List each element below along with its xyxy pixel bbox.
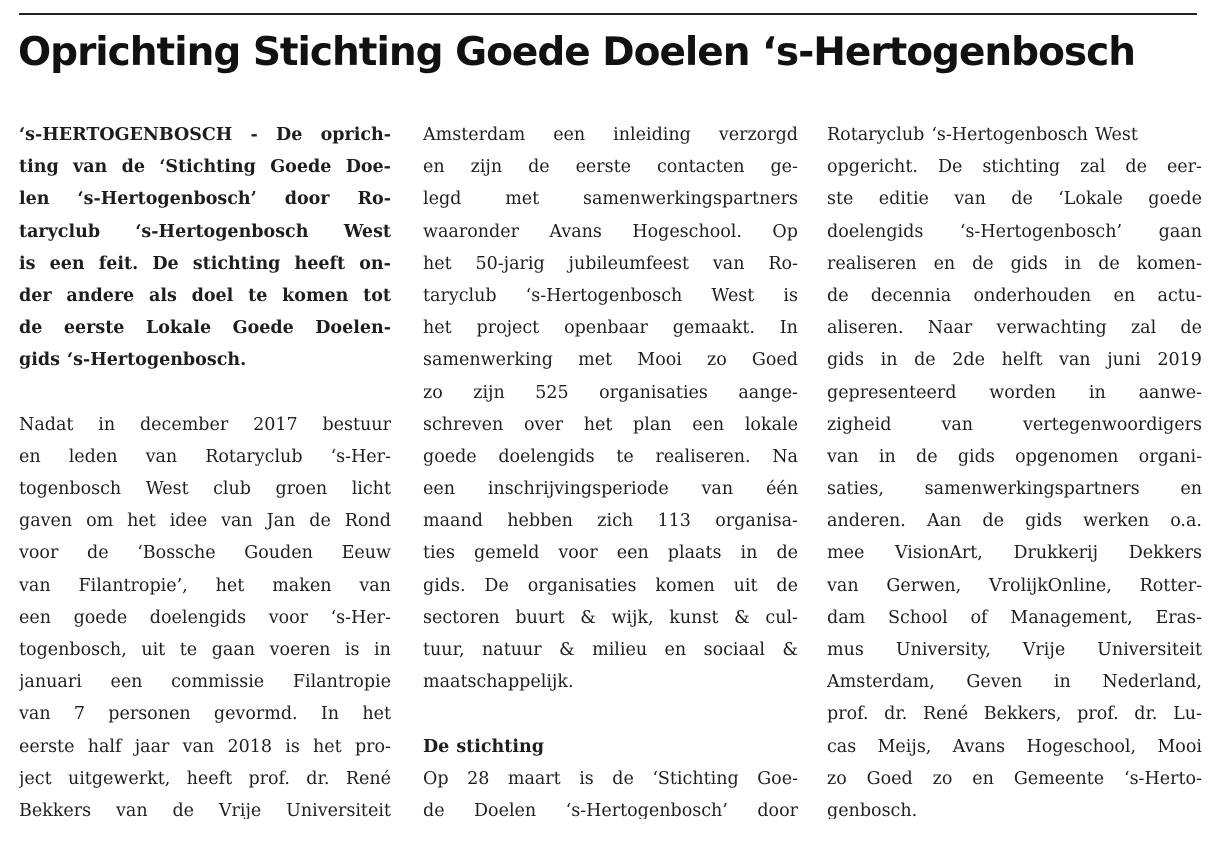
body-text-line: togenbosch West club groen licht [19,479,391,500]
lead-text-line: De stichting [423,736,544,757]
body-text-line: zo zijn 525 organisaties aange- [423,382,798,403]
body-text-line: prof. dr. René Bekkers, prof. dr. Lu- [827,704,1202,725]
body-text-line: de decennia onderhouden en actu- [827,285,1202,306]
body-text-line: sectoren buurt & wijk, kunst & cul- [423,607,798,628]
body-text-line: zo Goed zo en Gemeente ‘s-Herto- [827,768,1202,789]
body-text-line: samenwerking met Mooi zo Goed [423,350,798,371]
body-text-line: zigheid van vertegenwoordigers [827,414,1202,435]
body-text-line: Rotaryclub ‘s-Hertogenbosch West [827,125,1138,145]
body-text-line: realiseren en de gids in de komen- [827,253,1202,274]
lead-text-line: de eerste Lokale Goede Doelen- [19,318,391,339]
body-text-line: ste editie van de ‘Lokale goede [827,189,1202,210]
body-text-line: Nadat in december 2017 bestuur [19,414,391,435]
body-text-line: mee VisionArt, Drukkerij Dekkers [827,543,1202,564]
body-text-line: tuur, natuur & milieu en sociaal & [423,640,798,660]
body-text-line: ject uitgewerkt, heeft prof. dr. René [19,768,391,789]
body-text-line: voor de ‘Bossche Gouden Eeuw [19,543,391,564]
paragraph-gap [423,698,798,730]
lead-text-line: taryclub ‘s-Hertogenbosch West [19,221,391,242]
article-column-1 [19,119,391,819]
body-text-line: Amsterdam een inleiding verzorgd [423,125,798,145]
body-text-line: het project openbaar gemaakt. In [423,318,798,339]
lead-text-line: der andere als doel te komen tot [19,285,391,306]
body-text-line: van in de gids opgenomen organi- [827,446,1202,467]
body-text-line: mus University, Vrije Universiteit [827,640,1202,660]
body-text-line: de Doelen ‘s-Hertogenbosch’ door [423,800,798,819]
body-text-line: genbosch. [827,800,918,819]
body-text-line: goede doelengids te realiseren. Na [423,446,798,467]
body-text-line: van 7 personen gevormd. In het [19,704,391,725]
body-text-line: schreven over het plan een lokale [423,414,798,435]
body-text-line: het 50-jarig jubileumfeest van Ro- [423,253,798,274]
body-text-line: anderen. Aan de gids werken o.a. [827,511,1202,532]
body-text-line: gids. De organisaties komen uit de [423,575,798,596]
body-text-line: ties gemeld voor een plaats in de [423,543,798,564]
body-text-line: maand hebben zich 113 organisa- [423,511,798,532]
lead-text-line: gids ‘s-Hertogenbosch. [19,350,247,371]
body-text-line: taryclub ‘s-Hertogenbosch West is [423,285,798,306]
body-text-line: saties, samenwerkingspartners en [827,479,1202,500]
body-text-line: Bekkers van de Vrije Universiteit [19,800,391,819]
body-text-line: togenbosch, uit te gaan voeren is in [19,640,391,660]
body-text-line: cas Meijs, Avans Hogeschool, Mooi [827,736,1202,757]
body-text-line: en leden van Rotaryclub ‘s-Her- [19,446,391,467]
body-text-line: eerste half jaar van 2018 is het pro- [19,736,391,757]
body-text-line: een goede doelengids voor ‘s-Her- [19,607,391,628]
lead-text-line: ‘s-HERTOGENBOSCH - De oprich- [19,125,391,145]
body-text-line: gaven om het idee van Jan de Rond [19,511,391,532]
body-text-line: januari een commissie Filantropie [19,672,391,693]
body-text-line: Amsterdam, Geven in Nederland, [827,672,1202,693]
body-text-line: van Gerwen, VrolijkOnline, Rotter- [827,575,1202,596]
article-column-3 [827,119,1202,819]
body-text-line: Op 28 maart is de ‘Stichting Goe- [423,768,798,789]
body-text-line: dam School of Management, Eras- [827,607,1202,628]
body-text-line: en zijn de eerste contacten ge- [423,157,798,178]
body-text-line: doelengids ‘s-Hertogenbosch’ gaan [827,221,1202,242]
article-headline: Oprichting Stichting Goede Doelen ‘s-Hertogenbosch [18,30,1135,75]
lead-text-line: is een feit. De stichting heeft on- [19,253,391,274]
body-text-line: gepresenteerd worden in aanwe- [827,382,1202,403]
body-text-line: aliseren. Naar verwachting zal de [827,318,1202,339]
body-text-line: een inschrijvingsperiode van één [423,479,798,500]
body-text-line: gids in de 2de helft van juni 2019 [827,350,1202,371]
article-column-2 [423,119,798,819]
body-text-line: van Filantropie’, het maken van [19,575,391,596]
body-text-line: maatschappelijk. [423,672,574,693]
lead-text-line: ting van de ‘Stichting Goede Doe- [19,157,391,178]
body-text-line: waaronder Avans Hogeschool. Op [423,221,798,242]
body-text-line: opgericht. De stichting zal de eer- [827,157,1202,178]
top-rule [19,13,1197,15]
body-text-line: legd met samenwerkingspartners [423,189,798,210]
lead-text-line: len ‘s-Hertogenbosch’ door Ro- [19,189,391,210]
paragraph-gap [19,377,391,409]
